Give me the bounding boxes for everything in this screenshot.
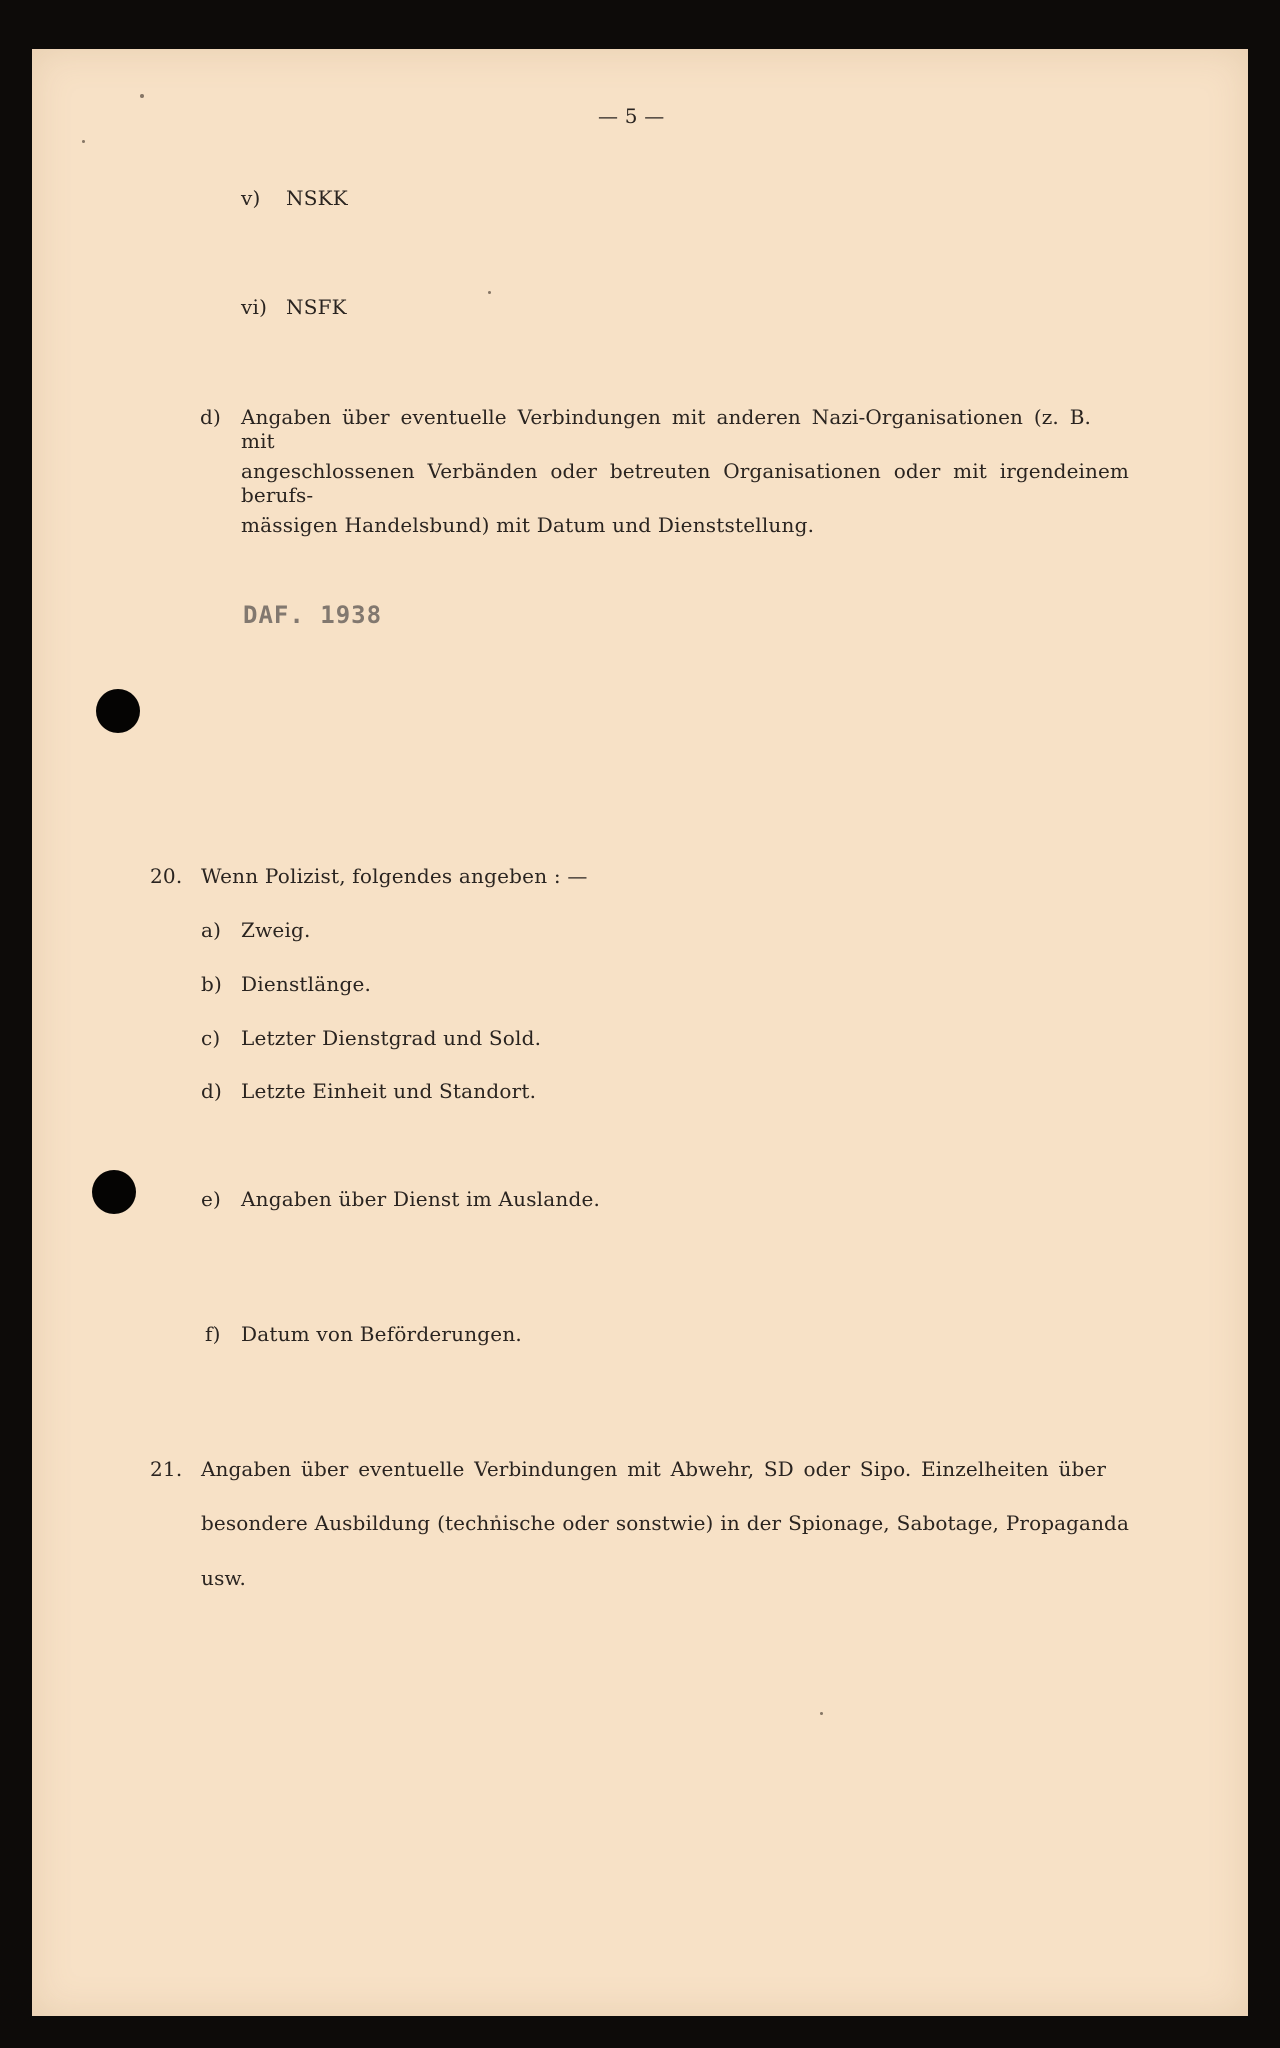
q20-label-c: c) (201, 1026, 221, 1050)
q20-label-e: e) (201, 1187, 222, 1211)
q20-text-e: Angaben über Dienst im Auslande. (241, 1187, 601, 1211)
punch-hole-bottom (92, 1170, 136, 1214)
question-21-line-2: besondere Ausbildung (technische oder sonstwie) in der Spionage, Sabotage, Propaganda (201, 1511, 1129, 1535)
q20-label-b: b) (201, 972, 223, 996)
q20-text-d: Letzte Einheit und Standort. (241, 1079, 537, 1103)
item-label-vi: vi) (241, 295, 268, 319)
question-21-number: 21. (150, 1457, 183, 1481)
item-text-nsfk: NSFK (286, 295, 347, 319)
q20-text-f: Datum von Beförderungen. (241, 1322, 522, 1346)
typed-answer: DAF. 1938 (243, 601, 383, 629)
question-20-number: 20. (150, 864, 183, 888)
item-label-v: v) (241, 186, 261, 210)
question-20-text: Wenn Polizist, folgendes angeben : — (201, 864, 588, 888)
speck (82, 140, 85, 143)
speck (488, 291, 491, 294)
item-d-line-2: angeschlossenen Verbänden oder betreuten Organisationen oder mit irgendeinem berufs- (241, 459, 1129, 507)
item-label-d: d) (200, 405, 222, 429)
item-text-nskk: NSKK (286, 186, 348, 210)
question-21-line-1: Angaben über eventuelle Verbindungen mit Abwehr, SD oder Sipo. Einzelheiten über (201, 1457, 1106, 1481)
q20-text-c: Letzter Dienstgrad und Sold. (241, 1026, 542, 1050)
speck (820, 1712, 823, 1715)
item-d-line-1: Angaben über eventuelle Verbindungen mit anderen Nazi-Organisationen (z. B. mit (241, 405, 1091, 453)
q20-label-a: a) (201, 918, 222, 942)
q20-label-d: d) (201, 1079, 223, 1103)
question-21-line-3: usw. (201, 1566, 247, 1590)
punch-hole-top (96, 689, 140, 733)
item-d-line-3: mässigen Handelsbund) mit Datum und Dienststellung. (241, 513, 815, 537)
page-number: — 5 — (598, 104, 665, 128)
q20-text-b: Dienstlänge. (241, 972, 372, 996)
speck (140, 94, 144, 98)
q20-label-f: f) (205, 1322, 221, 1346)
q20-text-a: Zweig. (241, 918, 311, 942)
